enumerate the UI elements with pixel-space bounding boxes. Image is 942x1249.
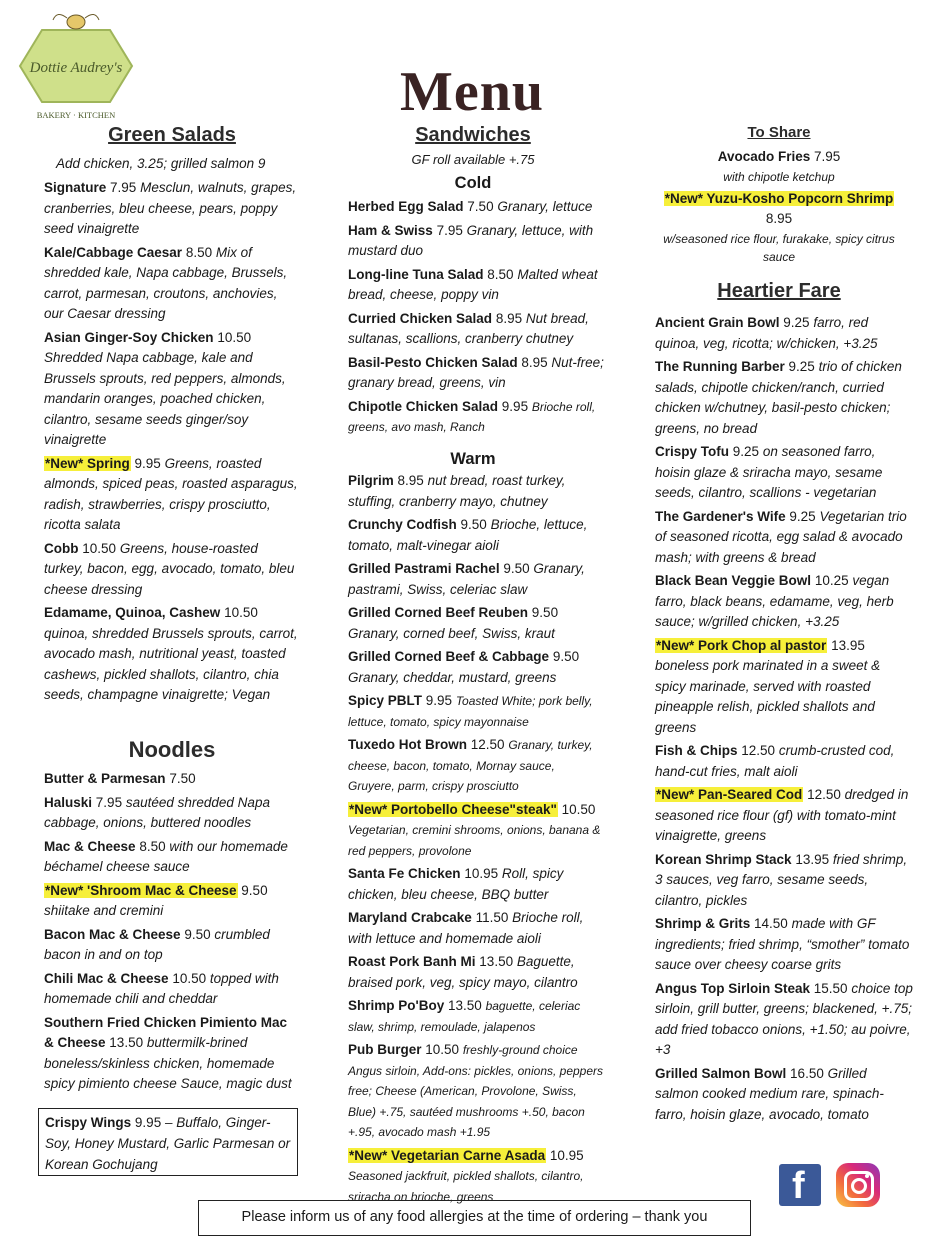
item-price: 8.95 — [397, 473, 424, 488]
item-desc: farro, red quinoa, veg, ricotta; w/chicken, +3.25 — [655, 315, 878, 351]
menu-item — [348, 996, 604, 1037]
item-name: Asian Ginger-Soy Chicken — [44, 329, 214, 345]
menu-item — [348, 647, 604, 688]
menu-item — [348, 353, 604, 394]
item-name: *New* Pork Chop al pastor — [656, 637, 827, 653]
item-name: *New* Vegetarian Carne Asada — [349, 1147, 546, 1163]
item-name: Spicy PBLT — [348, 693, 423, 708]
item-price: 10.50 — [217, 329, 252, 345]
item-price: 10.95 — [464, 866, 499, 881]
item-name: Shrimp & Grits — [655, 916, 751, 931]
logo — [12, 6, 140, 134]
item-price: 13.50 — [479, 954, 514, 969]
item-price: 10.50 — [172, 970, 207, 986]
item-name: Angus Top Sirloin Steak — [655, 980, 811, 996]
menu-item — [44, 1013, 300, 1095]
item-price: 9.50 — [503, 561, 530, 576]
item-price: 9.25 — [789, 508, 816, 524]
item-desc: Brioche roll, greens, avo mash, Ranch — [348, 399, 596, 434]
menu-item — [44, 925, 300, 966]
menu-item — [655, 571, 913, 633]
menu-item — [348, 197, 604, 218]
item-desc: Seasoned jackfruit, pickled shallots, cilantro, sriracha on brioche, greens — [348, 1169, 584, 1204]
menu-item — [44, 178, 300, 240]
item-price: 9.50 — [552, 649, 580, 664]
item-desc: buttermilk-brined boneless/skinless chicken, homemade spicy pimiento cheese Sauce, magic dust — [44, 1035, 292, 1091]
menu-item — [655, 785, 913, 847]
item-price: 9.50 — [241, 882, 268, 898]
menu-item — [348, 1146, 604, 1208]
facebook-letter: f — [792, 1165, 805, 1207]
item-name: Grilled Corned Beef Reuben — [348, 605, 529, 620]
item-price: 9.50 — [184, 926, 211, 942]
item-name: Curried Chicken Salad — [348, 310, 493, 326]
sandwiches-heading: Sandwiches — [415, 124, 531, 146]
menu-item — [655, 507, 913, 569]
item-name: Roast Pork Banh Mi — [348, 954, 476, 969]
item-price: 9.95 — [425, 693, 453, 708]
item-name: Maryland Crabcake — [348, 910, 472, 925]
item-name: Herbed Egg Salad — [348, 199, 464, 214]
item-desc: sautéed shredded Napa cabbage, onions, buttered noodles — [44, 794, 270, 830]
item-desc: Granary, cheddar, mustard, greens — [348, 669, 557, 685]
cold-list — [348, 194, 604, 438]
item-price: 13.50 — [109, 1035, 144, 1050]
item-desc: Baguette, braised pork, veg, spicy mayo, cilantro — [348, 954, 578, 990]
item-price: 8.50 — [185, 244, 213, 260]
item-desc: Greens, roasted almonds, spiced peas, roasted asparagus, radish, strawberries, crispy prosciutto, ricotta salata — [44, 455, 298, 532]
menu-item — [348, 800, 604, 862]
menu-item — [44, 837, 300, 878]
item-desc: crumbled bacon in and on top — [44, 926, 270, 962]
item-price: 8.50 — [487, 266, 514, 282]
allergy-notice: Please inform us of any food allergies at the time of ordering – thank you — [198, 1200, 751, 1236]
item-name: Basil-Pesto Chicken Salad — [348, 354, 518, 370]
item-desc: fried shrimp, 3 sauces, veg farro, sesame seeds, cilantro, pickles — [655, 851, 908, 908]
noodles-heading: Noodles — [128, 737, 216, 762]
item-name: Pub Burger — [348, 1042, 422, 1057]
item-price: 10.50 — [82, 540, 117, 556]
item-price: 12.50 — [470, 737, 505, 752]
item-price: 8.95 — [495, 310, 523, 326]
item-desc: w/seasoned rice flour, furakake, spicy citrus sauce — [663, 231, 895, 264]
menu-item — [44, 969, 300, 1010]
item-desc: Brioche, lettuce, tomato, malt-vinegar aioli — [348, 517, 588, 553]
item-desc: Toasted White; pork belly, lettuce, tomato, spicy mayonnaise — [348, 694, 593, 729]
item-price: 14.50 — [754, 916, 788, 931]
menu-item — [348, 397, 604, 438]
item-price: 10.25 — [814, 573, 849, 588]
item-price: 10.95 — [549, 1147, 584, 1163]
item-name: Ancient Grain Bowl — [655, 315, 780, 330]
facebook-icon[interactable] — [779, 1164, 821, 1206]
item-desc: Vegetarian trio of seasoned ricotta, egg salad & avocado mash; with greens & bread — [655, 508, 907, 565]
item-price: 7.95 — [436, 222, 463, 238]
item-name: Haluski — [44, 794, 93, 810]
item-desc: shiitake and cremini — [44, 903, 164, 918]
salads-list — [44, 175, 300, 706]
crispy-wings-box — [38, 1108, 298, 1176]
menu-item — [348, 309, 604, 350]
menu-item — [348, 471, 604, 512]
item-name: Grilled Corned Beef & Cabbage — [348, 649, 550, 664]
item-name: Avocado Fries — [717, 149, 811, 164]
item-price: 9.25 — [732, 444, 760, 459]
item-desc: Brioche roll, with lettuce and homemade aioli — [348, 910, 584, 946]
warm-heading: Warm — [450, 450, 496, 468]
item-price: 10.50 — [561, 801, 596, 817]
item-desc: Vegetarian, cremini shrooms, onions, banana & red peppers, provolone — [348, 823, 601, 858]
menu-item — [348, 221, 604, 262]
menu-item — [655, 442, 913, 504]
item-price: 7.95 — [95, 794, 123, 810]
item-price: 9.50 — [460, 517, 487, 532]
logo-subtext: BAKERY · KITCHEN — [36, 110, 116, 120]
item-name: Grilled Pastrami Rachel — [348, 561, 500, 576]
warm-list — [348, 468, 604, 1207]
item-desc: Granary, lettuce, with mustard duo — [348, 222, 594, 258]
item-price: 8.95 — [521, 354, 548, 370]
menu-item — [44, 328, 300, 451]
menu-item — [44, 243, 300, 325]
menu-item — [44, 769, 300, 790]
item-desc: dredged in seasoned rice flour (gf) with tomato-mint vinaigrette, greens — [655, 787, 909, 843]
item-name: Edamame, Quinoa, Cashew — [44, 605, 221, 620]
item-desc: baguette, celeriac slaw, shrimp, remoulade, jalapenos — [348, 999, 581, 1034]
item-price: 13.95 — [795, 851, 830, 867]
cold-heading: Cold — [454, 174, 492, 192]
item-desc: Granary, turkey, cheese, bacon, tomato, Mornay sauce, Gruyere, parm, crispy prosciutto — [348, 738, 593, 793]
noodles-list — [44, 766, 300, 1095]
menu-item — [348, 515, 604, 556]
item-name: *New* Pan-Seared Cod — [656, 787, 803, 802]
item-name: Santa Fe Chicken — [348, 866, 461, 881]
gf-note: GF roll available +.75 — [411, 152, 535, 167]
menu-item — [655, 979, 913, 1061]
item-name: *New* Spring — [45, 455, 130, 471]
item-desc: trio of chicken salads, chipotle chicken/ranch, curried chicken w/chutney, basil-pesto chicken; greens, no bread — [655, 359, 902, 436]
menu-item — [44, 539, 300, 601]
item-name: *New* Yuzu-Kosho Popcorn Shrimp — [664, 190, 894, 206]
item-desc: nut bread, roast turkey, stuffing, cranberry mayo, chutney — [348, 473, 566, 509]
item-name: Mac & Cheese — [44, 838, 136, 854]
item-name: Bacon Mac & Cheese — [44, 926, 181, 942]
heartier-list — [655, 310, 913, 1125]
item-name: Chili Mac & Cheese — [44, 970, 169, 986]
item-price: 16.50 — [790, 1065, 824, 1081]
item-desc: Nut-free; granary bread, greens, vin — [348, 354, 604, 390]
menu-item — [655, 914, 913, 976]
item-name: Ham & Swiss — [348, 222, 433, 238]
item-name: Pilgrim — [348, 473, 394, 488]
item-price: 13.95 — [831, 637, 865, 653]
menu-item — [348, 691, 604, 732]
item-desc: topped with homemade chili and cheddar — [44, 970, 279, 1006]
to-share-heading: To Share — [747, 124, 811, 141]
item-desc: Greens, house-roasted turkey, bacon, egg, avocado, tomato, bleu cheese dressing — [44, 540, 295, 597]
item-name: The Gardener's Wife — [655, 508, 786, 524]
item-price: 13.50 — [448, 998, 482, 1013]
item-price: 12.50 — [741, 743, 776, 758]
item-desc: quinoa, shredded Brussels sprouts, carrot, avocado mash, nutritional yeast, toasted cashews, pickled shallots, cilantro, chia seeds, champagne vinaigrette; Vegan — [44, 625, 298, 702]
item-desc: Grilled salmon cooked medium rare, spinach-farro, hoisin glaze, avocado, tomato — [655, 1065, 884, 1122]
menu-item — [348, 864, 604, 905]
item-name: *New* Portobello Cheese"steak" — [349, 801, 557, 817]
share-list — [655, 144, 903, 266]
item-price: 15.50 — [813, 980, 848, 996]
item-name: Korean Shrimp Stack — [655, 851, 792, 867]
item-name: Crispy Wings — [45, 1115, 132, 1130]
green-salads-heading: Green Salads — [108, 124, 236, 146]
item-desc: with our homemade béchamel cheese sauce — [44, 838, 288, 874]
item-price: 8.50 — [139, 838, 166, 854]
item-price: 11.50 — [475, 910, 509, 925]
item-name: Southern Fried Chicken Pimiento Mac & Cheese — [44, 1014, 288, 1050]
menu-item — [348, 735, 604, 797]
item-desc: boneless pork marinated in a sweet & spicy marinade, served with roasted pineapple relish, pickled shallots and greens — [655, 658, 881, 735]
item-desc: Mesclun, walnuts, grapes, cranberries, bleu cheese, pears, poppy seed vinaigrette — [44, 180, 297, 236]
menu-item — [44, 603, 300, 706]
menu-item — [348, 952, 604, 993]
item-name: Tuxedo Hot Brown — [348, 737, 467, 752]
item-name: Shrimp Po'Boy — [348, 998, 445, 1013]
item-price: 9.25 — [783, 315, 810, 330]
item-name: Butter & Parmesan — [44, 771, 166, 786]
heartier-heading: Heartier Fare — [717, 280, 841, 302]
item-desc: Shredded Napa cabbage, kale and Brussels sprouts, red peppers, almonds, mandarin oranges, poached chicken, cilantro, sesame seeds ginger/soy vinaigrette — [44, 350, 286, 447]
menu-item — [348, 603, 604, 644]
menu-item — [44, 881, 300, 922]
item-name: Signature — [44, 180, 107, 195]
item-price: 7.50 — [169, 771, 196, 786]
menu-item — [655, 636, 913, 739]
item-name: Grilled Salmon Bowl — [655, 1065, 787, 1081]
menu-item — [348, 559, 604, 600]
item-name: *New* 'Shroom Mac & Cheese — [45, 882, 237, 898]
item-desc: Granary, lettuce — [497, 199, 593, 214]
item-price: 8.95 — [765, 211, 793, 226]
item-desc: Granary, pastrami, Swiss, celeriac slaw — [348, 561, 585, 597]
page-title: Menu — [400, 61, 544, 123]
item-price: 7.95 — [814, 149, 841, 164]
item-desc: Nut bread, sultanas, scallions, cranberry chutney — [348, 310, 589, 346]
item-desc: vegan farro, black beans, edamame, veg, herb sauce; w/grilled chicken, +3.25 — [655, 573, 894, 629]
item-price: 12.50 — [807, 787, 841, 802]
item-price: 9.95 — [134, 1115, 162, 1130]
item-desc: freshly-ground choice Angus sirloin, Add-ons: pickles, onions, peppers free; Cheese (American, Provolone, Swiss, Blue) +.75, sautéed mushrooms +.50, bacon +.95, avocado mash +1.95 — [348, 1043, 604, 1139]
item-name: Crispy Tofu — [655, 444, 729, 459]
item-name: Long-line Tuna Salad — [348, 266, 484, 282]
item-name: The Running Barber — [655, 359, 785, 374]
menu-item — [655, 313, 913, 354]
item-desc: choice top sirloin, grill butter, greens; blackened, +.75; add fried tobacco onions, +1.50; au poivre, +3 — [655, 980, 913, 1057]
item-name: Fish & Chips — [655, 743, 738, 758]
instagram-icon[interactable] — [836, 1163, 880, 1207]
item-desc: with chipotle ketchup — [723, 169, 835, 184]
menu-item — [655, 357, 913, 439]
menu-item — [348, 1040, 604, 1143]
item-price: 9.50 — [531, 605, 559, 620]
menu-item — [655, 850, 913, 912]
item-desc: made with GF ingredients; fried shrimp, “smother” tomato sauce over cheesy coarse grits — [655, 916, 910, 972]
item-desc: on seasoned farro, hoisin glaze & sriracha mayo, sesame seeds, cilantro, scallions - vegetarian — [655, 444, 883, 500]
menu-item — [44, 454, 300, 536]
item-desc: crumb-crusted cod, hand-cut fries, malt aioli — [655, 743, 895, 779]
menu-item — [348, 908, 604, 949]
menu-item — [655, 147, 903, 186]
item-desc: – Buffalo, Ginger-Soy, Honey Mustard, Garlic Parmesan or Korean Gochujang — [45, 1115, 291, 1172]
item-price: 9.25 — [788, 359, 815, 374]
item-name: Chipotle Chicken Salad — [348, 398, 499, 414]
item-name: Kale/Cabbage Caesar — [44, 244, 183, 260]
item-price: 7.50 — [467, 199, 494, 214]
item-desc: Malted wheat bread, cheese, poppy vin — [348, 266, 598, 302]
item-name: Crunchy Codfish — [348, 517, 457, 532]
logo-text: Dottie Audrey's — [29, 60, 123, 76]
item-price: 9.95 — [134, 455, 161, 471]
item-price: 10.50 — [425, 1042, 460, 1057]
item-desc: Granary, corned beef, Swiss, kraut — [348, 625, 555, 641]
menu-item — [655, 741, 913, 782]
menu-item — [655, 1064, 913, 1126]
item-name: Black Bean Veggie Bowl — [655, 573, 812, 588]
salad-note: Add chicken, 3.25; grilled salmon 9 — [56, 156, 266, 171]
menu-item — [655, 189, 903, 266]
item-price: 9.95 — [501, 398, 529, 414]
item-desc: Roll, spicy chicken, bleu cheese, BBQ butter — [348, 866, 564, 902]
item-price: 7.95 — [110, 180, 137, 195]
item-name: Cobb — [44, 540, 79, 556]
menu-item — [348, 265, 604, 306]
menu-item — [44, 793, 300, 834]
item-price: 10.50 — [224, 605, 258, 620]
item-desc: Mix of shredded kale, Napa cabbage, Brussels, carrot, parmesan, croutons, anchovies, our Caesar dressing — [44, 244, 288, 321]
